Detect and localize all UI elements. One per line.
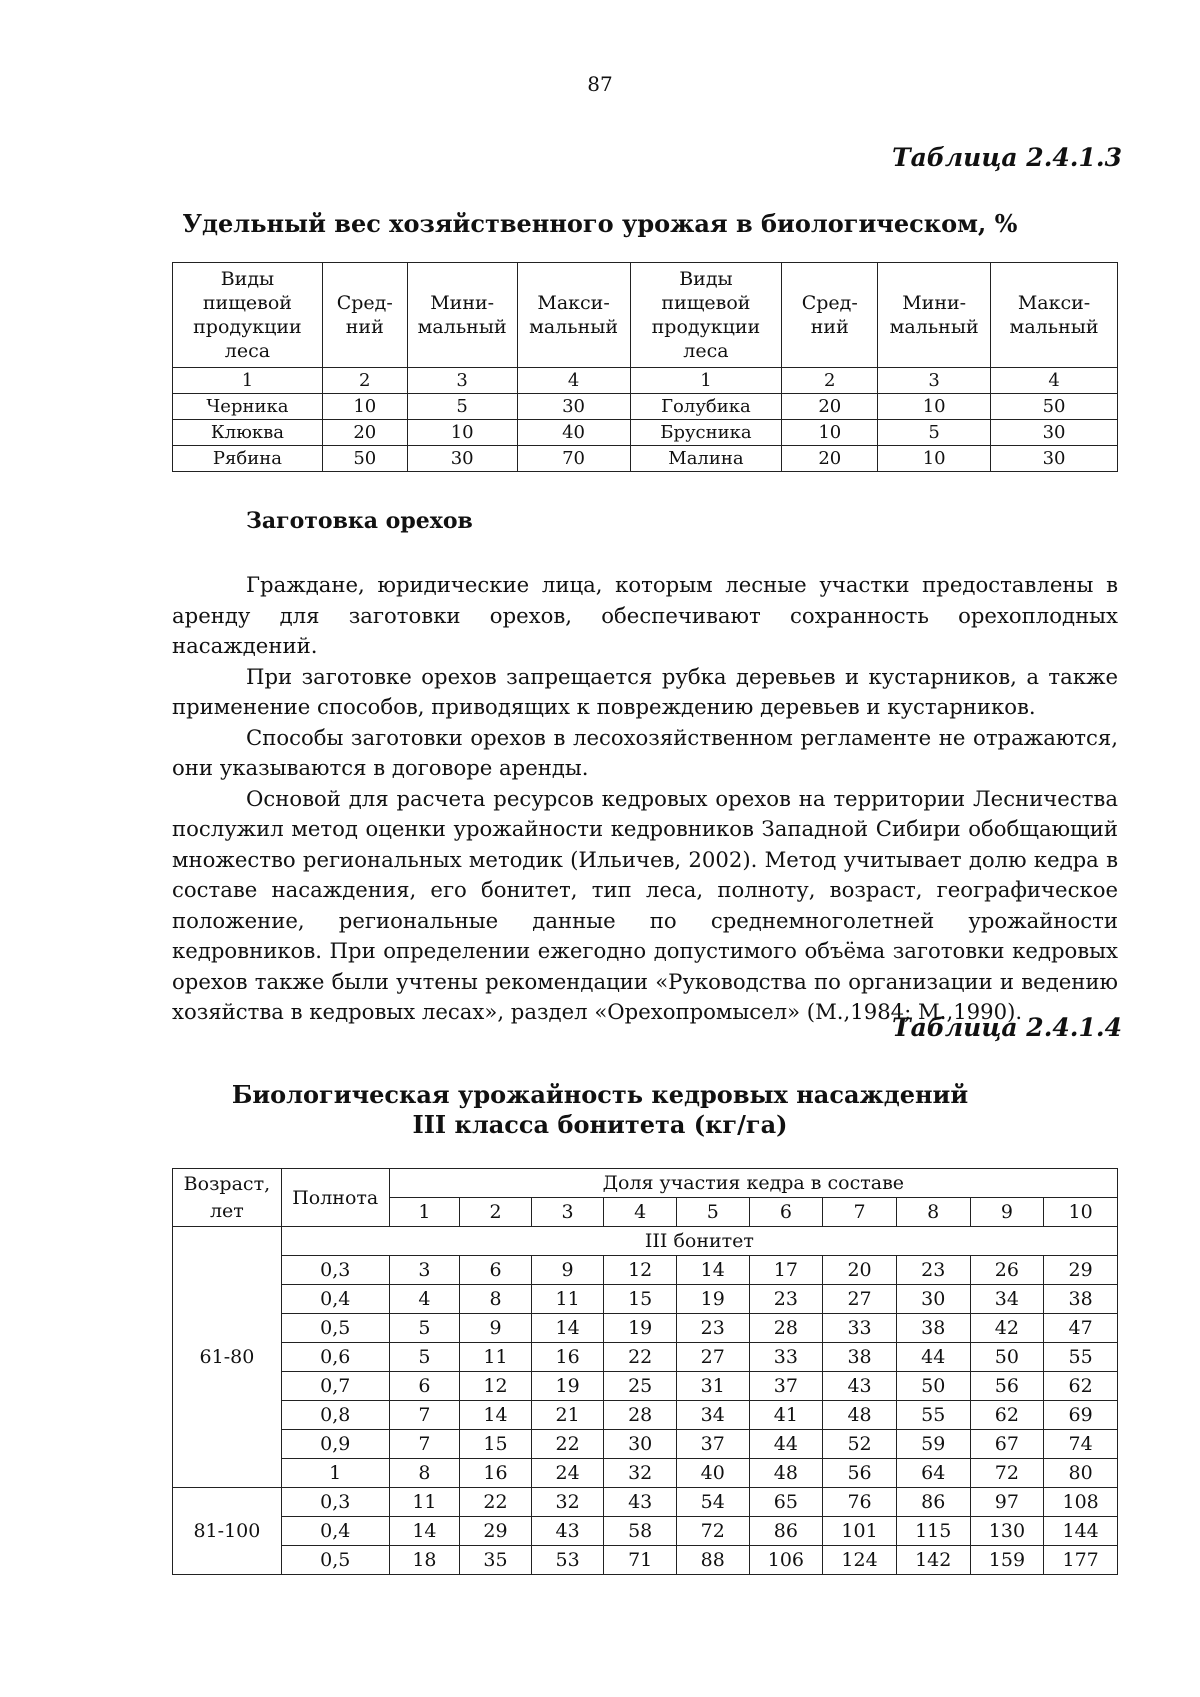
table2-density-cell: 0,8 bbox=[281, 1401, 389, 1430]
table2-cell: 74 bbox=[1044, 1430, 1118, 1459]
paragraph: Способы заготовки орехов в лесохозяйственном регламенте не отражаются, они указываются в договоре аренды. bbox=[172, 724, 1118, 780]
table2-cell: 8 bbox=[389, 1459, 460, 1488]
table2-density-cell: 0,3 bbox=[281, 1488, 389, 1517]
table1-header-cell: Виды пищевой продукции леса bbox=[630, 263, 782, 368]
table2-cell: 9 bbox=[460, 1314, 532, 1343]
table2-cell: 43 bbox=[823, 1372, 897, 1401]
table2-cell: 72 bbox=[970, 1459, 1044, 1488]
table2-row bbox=[173, 1546, 1118, 1575]
table2-cell: 9 bbox=[531, 1256, 604, 1285]
table2-cell: 106 bbox=[749, 1546, 823, 1575]
table1-harvest-share bbox=[172, 262, 1118, 472]
table1-cell: 10 bbox=[878, 446, 991, 472]
table2-cell: 11 bbox=[389, 1488, 460, 1517]
table1-cell: 10 bbox=[878, 394, 991, 420]
table2-cell: 17 bbox=[749, 1256, 823, 1285]
table2-share-column: 7 bbox=[823, 1198, 897, 1227]
table1-cell: Брусника bbox=[630, 420, 782, 446]
table2-row bbox=[173, 1488, 1118, 1517]
table1-column-number: 4 bbox=[517, 368, 630, 394]
table2-row bbox=[173, 1517, 1118, 1546]
table2-cell: 29 bbox=[1044, 1256, 1118, 1285]
table2-cell: 24 bbox=[531, 1459, 604, 1488]
table2-density-cell: 0,4 bbox=[281, 1285, 389, 1314]
table2-cell: 12 bbox=[604, 1256, 677, 1285]
table2-cell: 30 bbox=[896, 1285, 970, 1314]
table2-cell: 37 bbox=[676, 1430, 749, 1459]
table2-density-cell: 0,7 bbox=[281, 1372, 389, 1401]
paragraph: Основой для расчета ресурсов кедровых орехов на территории Лесничества послужил метод оценки урожайности кедровников Западной Сибири обобщающий множество региональных методик (Ильичев, 2002). Метод учитывает долю кедра в составе насаждения, его бонитет, тип леса, полноту, возраст, географическое положение, региональные данные по среднемноголетней урожайности кедровников. При определении ежегодно допустимого объёма заготовки кедровых орехов также были учтены рекомендации «Руководства по организации и ведению хозяйства в кедровых лесах», раздел «Орехопромысел» (М.,1984; М.,1990). bbox=[172, 785, 1118, 1024]
table2-cell: 44 bbox=[896, 1343, 970, 1372]
table2-share-column: 3 bbox=[531, 1198, 604, 1227]
table1-cell: 50 bbox=[991, 394, 1118, 420]
table1-cell: Голубика bbox=[630, 394, 782, 420]
table1-header-cell: Макси- мальный bbox=[517, 263, 630, 368]
table1-row bbox=[173, 420, 1118, 446]
table2-cell: 130 bbox=[970, 1517, 1044, 1546]
table2-cell: 142 bbox=[896, 1546, 970, 1575]
table2-cell: 14 bbox=[389, 1517, 460, 1546]
table2-density-cell: 0,5 bbox=[281, 1546, 389, 1575]
table1-header-cell: Сред- ний bbox=[782, 263, 878, 368]
table2-cell: 14 bbox=[531, 1314, 604, 1343]
table1-title: Удельный вес хозяйственного урожая в биологическом, % bbox=[182, 209, 1018, 238]
table2-cell: 5 bbox=[389, 1314, 460, 1343]
table2-cell: 144 bbox=[1044, 1517, 1118, 1546]
table2-share-column: 5 bbox=[676, 1198, 749, 1227]
table2-row bbox=[173, 1256, 1118, 1285]
table2-cell: 72 bbox=[676, 1517, 749, 1546]
table2-cell: 25 bbox=[604, 1372, 677, 1401]
table2-cell: 55 bbox=[1044, 1343, 1118, 1372]
table1-row bbox=[173, 394, 1118, 420]
table2-row bbox=[173, 1314, 1118, 1343]
table1-cell: 20 bbox=[782, 394, 878, 420]
table2-row bbox=[173, 1343, 1118, 1372]
table2-cell: 37 bbox=[749, 1372, 823, 1401]
table2-cell: 53 bbox=[531, 1546, 604, 1575]
table2-cell: 21 bbox=[531, 1401, 604, 1430]
body-text bbox=[172, 570, 1118, 1028]
table2-density-cell: 0,9 bbox=[281, 1430, 389, 1459]
table2-cell: 22 bbox=[460, 1488, 532, 1517]
table2-cell: 27 bbox=[823, 1285, 897, 1314]
table2-cell: 48 bbox=[823, 1401, 897, 1430]
table2-cell: 40 bbox=[676, 1459, 749, 1488]
table2-row bbox=[173, 1372, 1118, 1401]
table2-cell: 42 bbox=[970, 1314, 1044, 1343]
table2-cell: 67 bbox=[970, 1430, 1044, 1459]
table1-cell: 40 bbox=[517, 420, 630, 446]
table1-row bbox=[173, 446, 1118, 472]
table2-cell: 88 bbox=[676, 1546, 749, 1575]
table1-cell: 10 bbox=[322, 394, 407, 420]
table2-title-line: Биологическая урожайность кедровых насаждений bbox=[231, 1080, 969, 1109]
table2-cell: 124 bbox=[823, 1546, 897, 1575]
table2-cell: 97 bbox=[970, 1488, 1044, 1517]
table2-row bbox=[173, 1401, 1118, 1430]
table2-cell: 38 bbox=[896, 1314, 970, 1343]
table2-cell: 31 bbox=[676, 1372, 749, 1401]
table1-cell: 5 bbox=[878, 420, 991, 446]
table2-cell: 16 bbox=[531, 1343, 604, 1372]
table2-cell: 11 bbox=[460, 1343, 532, 1372]
table2-cell: 71 bbox=[604, 1546, 677, 1575]
table2-cell: 20 bbox=[823, 1256, 897, 1285]
paragraph: Граждане, юридические лица, которым лесные участки предоставлены в аренду для заготовки орехов, обеспечивают сохранность орехоплодных насаждений. bbox=[172, 572, 1118, 658]
table2-density-cell: 0,6 bbox=[281, 1343, 389, 1372]
table1-cell: Рябина bbox=[173, 446, 323, 472]
table2-row bbox=[173, 1285, 1118, 1314]
table2-cell: 56 bbox=[823, 1459, 897, 1488]
table2-cell: 35 bbox=[460, 1546, 532, 1575]
table1-column-number: 2 bbox=[782, 368, 878, 394]
table1-cell: 10 bbox=[782, 420, 878, 446]
table1-cell: 70 bbox=[517, 446, 630, 472]
table1-column-number: 2 bbox=[322, 368, 407, 394]
table2-cell: 19 bbox=[676, 1285, 749, 1314]
table1-column-number: 1 bbox=[630, 368, 782, 394]
table2-share-column: 2 bbox=[460, 1198, 532, 1227]
table2-cell: 15 bbox=[604, 1285, 677, 1314]
table2-cell: 30 bbox=[604, 1430, 677, 1459]
table2-header-age: Возраст, лет bbox=[173, 1169, 282, 1227]
table2-cell: 14 bbox=[460, 1401, 532, 1430]
table2-cell: 23 bbox=[749, 1285, 823, 1314]
table2-header-row bbox=[173, 1169, 1118, 1198]
table2-share-column: 9 bbox=[970, 1198, 1044, 1227]
table2-cell: 64 bbox=[896, 1459, 970, 1488]
table2-title-line: III класса бонитета (кг/га) bbox=[412, 1110, 788, 1139]
table2-cell: 86 bbox=[749, 1517, 823, 1546]
table2-cell: 22 bbox=[531, 1430, 604, 1459]
table2-cell: 29 bbox=[460, 1517, 532, 1546]
table2-cell: 33 bbox=[749, 1343, 823, 1372]
table2-cell: 34 bbox=[970, 1285, 1044, 1314]
table1-cell: 30 bbox=[991, 446, 1118, 472]
table2-cell: 3 bbox=[389, 1256, 460, 1285]
table2-label: Таблица 2.4.1.4 bbox=[891, 1013, 1122, 1042]
table2-cell: 28 bbox=[749, 1314, 823, 1343]
table2-cell: 6 bbox=[460, 1256, 532, 1285]
table2-cell: 50 bbox=[970, 1343, 1044, 1372]
table2-share-column: 10 bbox=[1044, 1198, 1118, 1227]
table2-cell: 43 bbox=[604, 1488, 677, 1517]
table2-cell: 50 bbox=[896, 1372, 970, 1401]
table2-cell: 62 bbox=[1044, 1372, 1118, 1401]
table1-label: Таблица 2.4.1.3 bbox=[891, 143, 1122, 172]
table2-density-cell: 1 bbox=[281, 1459, 389, 1488]
table2-cell: 6 bbox=[389, 1372, 460, 1401]
table2-cell: 58 bbox=[604, 1517, 677, 1546]
table2-cell: 43 bbox=[531, 1517, 604, 1546]
table2-cell: 38 bbox=[1044, 1285, 1118, 1314]
table2-cell: 18 bbox=[389, 1546, 460, 1575]
table2-share-column: 1 bbox=[389, 1198, 460, 1227]
table2-cell: 48 bbox=[749, 1459, 823, 1488]
table2-cell: 23 bbox=[676, 1314, 749, 1343]
table2-cell: 54 bbox=[676, 1488, 749, 1517]
table2-row bbox=[173, 1430, 1118, 1459]
table2-density-cell: 0,3 bbox=[281, 1256, 389, 1285]
table2-cell: 23 bbox=[896, 1256, 970, 1285]
table1-cell: 30 bbox=[991, 420, 1118, 446]
table2-cell: 19 bbox=[531, 1372, 604, 1401]
table2-cell: 32 bbox=[531, 1488, 604, 1517]
table2-header-density: Полнота bbox=[281, 1169, 389, 1227]
table2-share-column: 8 bbox=[896, 1198, 970, 1227]
table2-cell: 59 bbox=[896, 1430, 970, 1459]
table2-age-cell: 61-80 bbox=[173, 1227, 282, 1488]
table2-density-cell: 0,5 bbox=[281, 1314, 389, 1343]
table2-cell: 115 bbox=[896, 1517, 970, 1546]
table2-cell: 69 bbox=[1044, 1401, 1118, 1430]
table1-column-number: 4 bbox=[991, 368, 1118, 394]
table1-column-number: 3 bbox=[878, 368, 991, 394]
table2-cell: 8 bbox=[460, 1285, 532, 1314]
table2-cell: 44 bbox=[749, 1430, 823, 1459]
table2-cell: 41 bbox=[749, 1401, 823, 1430]
table2-density-cell: 0,4 bbox=[281, 1517, 389, 1546]
table2-cell: 86 bbox=[896, 1488, 970, 1517]
table2-title bbox=[0, 1080, 1200, 1140]
table2-cell: 28 bbox=[604, 1401, 677, 1430]
table2-cell: 14 bbox=[676, 1256, 749, 1285]
table2-cell: 4 bbox=[389, 1285, 460, 1314]
table1-cell: 20 bbox=[322, 420, 407, 446]
table1-header-cell: Виды пищевой продукции леса bbox=[173, 263, 323, 368]
table2-bonitet-label: III бонитет bbox=[281, 1227, 1117, 1256]
table1-column-numbers-row bbox=[173, 368, 1118, 394]
table2-cell: 55 bbox=[896, 1401, 970, 1430]
table1-cell: 5 bbox=[407, 394, 517, 420]
table2-cell: 52 bbox=[823, 1430, 897, 1459]
table2-cell: 159 bbox=[970, 1546, 1044, 1575]
table2-cell: 11 bbox=[531, 1285, 604, 1314]
table2-cell: 34 bbox=[676, 1401, 749, 1430]
table2-cell: 108 bbox=[1044, 1488, 1118, 1517]
table1-cell: 10 bbox=[407, 420, 517, 446]
table2-cell: 32 bbox=[604, 1459, 677, 1488]
table1-cell: Малина bbox=[630, 446, 782, 472]
table1-column-number: 3 bbox=[407, 368, 517, 394]
table2-share-column: 4 bbox=[604, 1198, 677, 1227]
table2-cell: 27 bbox=[676, 1343, 749, 1372]
table2-cell: 65 bbox=[749, 1488, 823, 1517]
table2-cell: 177 bbox=[1044, 1546, 1118, 1575]
table2-cell: 76 bbox=[823, 1488, 897, 1517]
table2-cell: 101 bbox=[823, 1517, 897, 1546]
section-heading: Заготовка орехов bbox=[246, 508, 473, 534]
table2-cell: 47 bbox=[1044, 1314, 1118, 1343]
table2-cell: 38 bbox=[823, 1343, 897, 1372]
table2-cell: 33 bbox=[823, 1314, 897, 1343]
page-number: 87 bbox=[587, 72, 613, 96]
table2-cell: 7 bbox=[389, 1401, 460, 1430]
table2-cedar-yield bbox=[172, 1168, 1118, 1575]
table1-cell: 50 bbox=[322, 446, 407, 472]
table2-cell: 80 bbox=[1044, 1459, 1118, 1488]
table1-header-cell: Сред- ний bbox=[322, 263, 407, 368]
table1-cell: 30 bbox=[407, 446, 517, 472]
table1-cell: Черника bbox=[173, 394, 323, 420]
table2-cell: 56 bbox=[970, 1372, 1044, 1401]
table2-cell: 26 bbox=[970, 1256, 1044, 1285]
table1-header-cell: Мини- мальный bbox=[407, 263, 517, 368]
table2-row bbox=[173, 1459, 1118, 1488]
table1-header-cell: Макси- мальный bbox=[991, 263, 1118, 368]
table2-cell: 62 bbox=[970, 1401, 1044, 1430]
table2-age-cell: 81-100 bbox=[173, 1488, 282, 1575]
table2-cell: 7 bbox=[389, 1430, 460, 1459]
table1-header-row bbox=[173, 263, 1118, 368]
table2-header-share: Доля участия кедра в составе bbox=[389, 1169, 1117, 1198]
table2-cell: 19 bbox=[604, 1314, 677, 1343]
table2-share-column: 6 bbox=[749, 1198, 823, 1227]
table2-cell: 15 bbox=[460, 1430, 532, 1459]
table2-cell: 16 bbox=[460, 1459, 532, 1488]
table2-cell: 5 bbox=[389, 1343, 460, 1372]
table1-cell: 30 bbox=[517, 394, 630, 420]
table1-cell: 20 bbox=[782, 446, 878, 472]
paragraph: При заготовке орехов запрещается рубка деревьев и кустарников, а также применение способов, приводящих к повреждению деревьев и кустарников. bbox=[172, 663, 1118, 719]
table2-bonitet-row bbox=[173, 1227, 1118, 1256]
table2-cell: 22 bbox=[604, 1343, 677, 1372]
table1-cell: Клюква bbox=[173, 420, 323, 446]
table1-column-number: 1 bbox=[173, 368, 323, 394]
table1-header-cell: Мини- мальный bbox=[878, 263, 991, 368]
table2-cell: 12 bbox=[460, 1372, 532, 1401]
